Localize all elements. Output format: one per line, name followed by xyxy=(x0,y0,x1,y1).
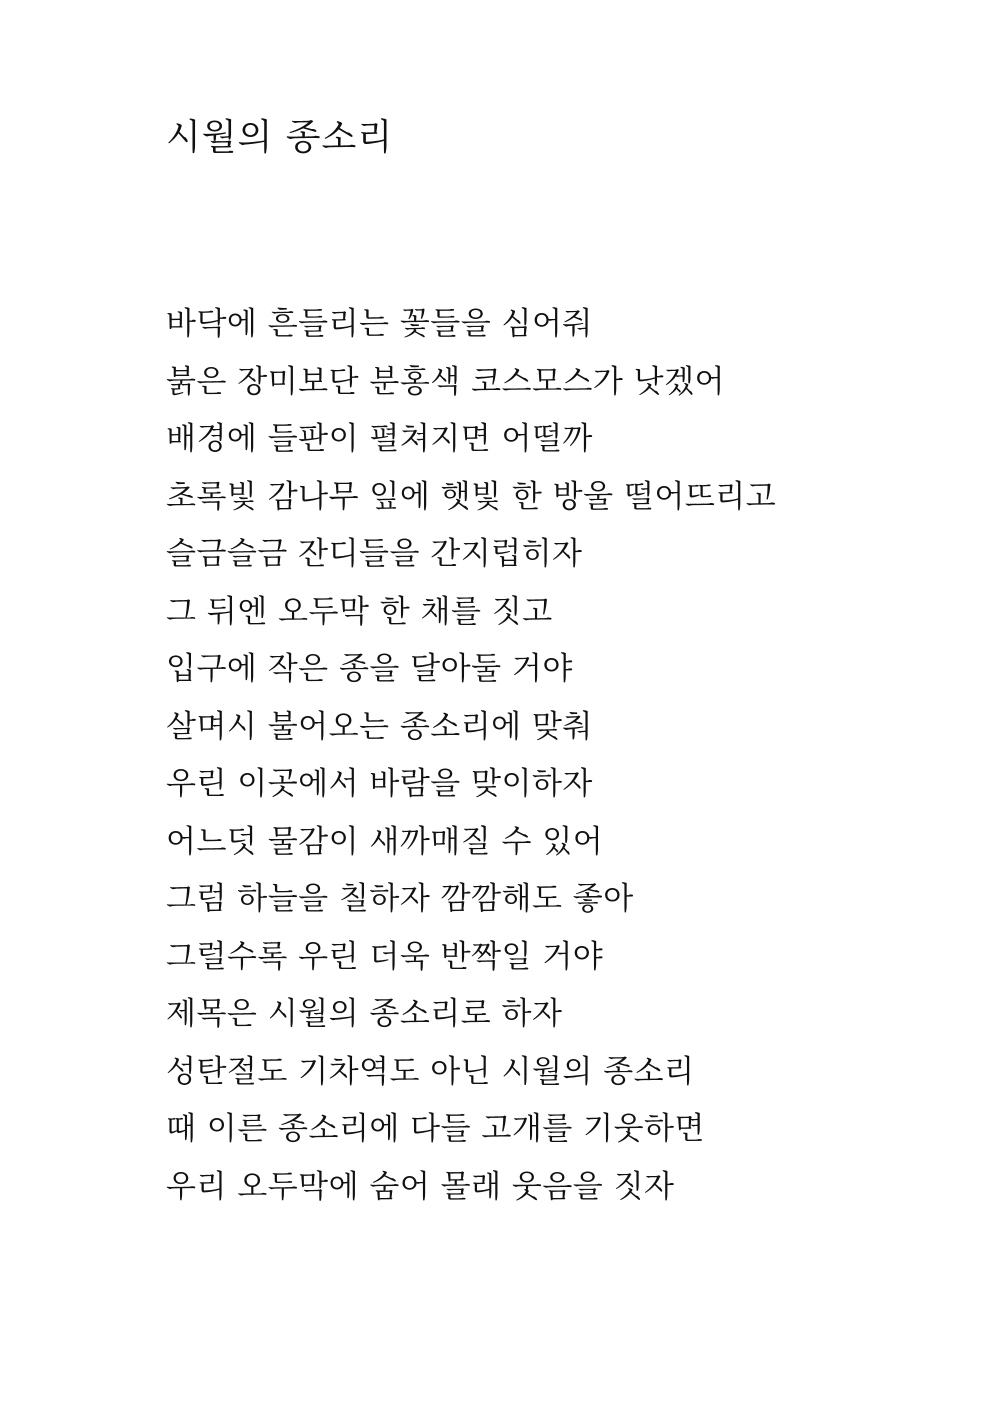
poem-line: 슬금슬금 잔디들을 간지럽히자 xyxy=(166,536,583,572)
poem-line: 때 이른 종소리에 다들 고개를 기웃하면 xyxy=(166,1111,705,1147)
poem-line: 우린 이곳에서 바람을 맞이하자 xyxy=(166,766,593,802)
poem-line: 붉은 장미보단 분홍색 코스모스가 낫겠어 xyxy=(166,363,725,400)
poem-line: 제목은 시월의 종소리로 하자 xyxy=(166,996,563,1032)
poem-body xyxy=(166,296,776,1216)
poem-line: 성탄절도 기차역도 아닌 시월의 종소리 xyxy=(166,1053,695,1090)
poem-line: 살며시 불어오는 종소리에 맞춰 xyxy=(166,708,593,745)
poem-line: 그럴수록 우린 더욱 반짝일 거야 xyxy=(166,938,604,975)
poem-line: 그 뒤엔 오두막 한 채를 짓고 xyxy=(166,593,553,630)
poem-line: 바닥에 흔들리는 꽃들을 심어줘 xyxy=(166,306,593,342)
poem-title: 시월의 종소리 xyxy=(166,117,394,158)
poem-line: 그럼 하늘을 칠하자 깜깜해도 좋아 xyxy=(166,881,634,917)
poem-line: 어느덧 물감이 새까매질 수 있어 xyxy=(166,823,604,860)
poem-line: 배경에 들판이 펼쳐지면 어떨까 xyxy=(166,421,593,457)
poem-line: 우리 오두막에 숨어 몰래 웃음을 짓자 xyxy=(166,1168,675,1205)
poem-line: 초록빛 감나무 잎에 햇빛 한 방울 떨어뜨리고 xyxy=(166,478,777,515)
poem-line: 입구에 작은 종을 달아둘 거야 xyxy=(166,651,573,687)
